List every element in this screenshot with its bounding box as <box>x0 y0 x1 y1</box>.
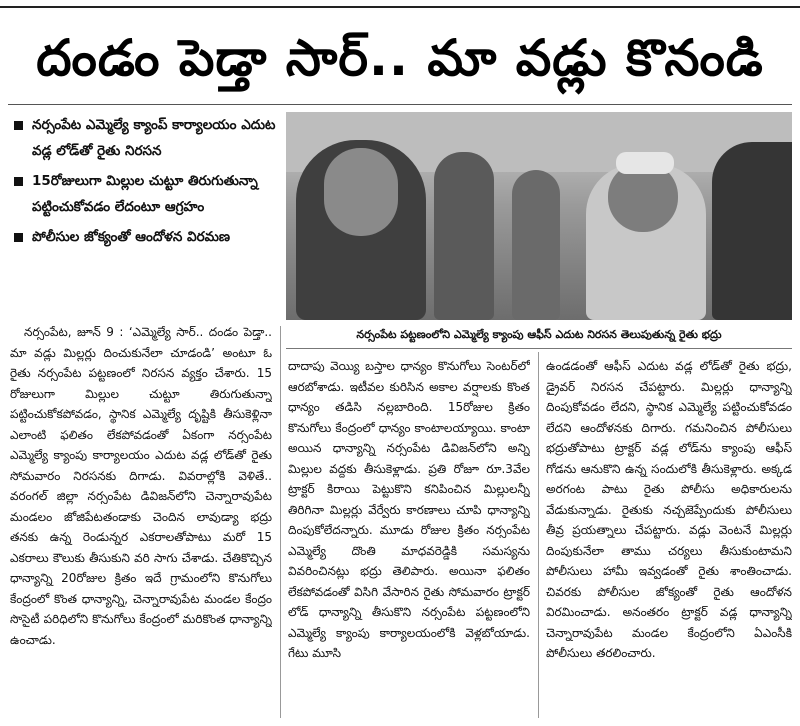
top-rule <box>0 6 800 8</box>
headline-rule <box>8 104 792 105</box>
highlight-item <box>10 168 280 220</box>
column-divider <box>538 352 539 718</box>
article-column-2 <box>288 356 530 718</box>
photo-caption: నర్సంపేట పట్టణంలోని ఎమ్మెల్యే క్యాంపు ఆఫీస్ ఎదుట నిరసన తెలుపుతున్న రైతు భద్రు <box>356 328 722 341</box>
article-column-1 <box>10 322 272 718</box>
bullet-square-icon <box>14 121 23 130</box>
article-paragraph: ఉండడంతో ఆఫీస్ ఎదుట వడ్ల లోడ్‌తో రైతు భద్రు, డ్రైవర్ నిరసన చేపట్టారు. మిల్లర్లు ధాన్యాన్ని దింపుకోవడం లేదని, స్థానిక ఎమ్మెల్యే పట్టించుకోవడం లేదని ఆందోళనకు దిగారు. గమనించిన పోలీసులు భద్రుతోపాటు ట్రాక్టర్ వడ్ల లోడ్‌ను క్యాంపు ఆఫీస్ గోడను ఆనుకొని ఉన్న సందులోకి తీసుకెళ్లారు. అక్కడ అరగంట పాటు రైతు పోలీసు అధికారులను వేడుకున్నాడు. రైతుకు నచ్చజెప్పేందుకు పోలీసులు తీవ్ర ప్రయత్నాలు చేపట్టారు. వడ్లు వెంటనే మిల్లర్లు దింపుకునేలా తాము చర్యలు తీసుకుంటామని పోలీసులు హామీ ఇవ్వడంతో రైతు శాంతించాడు. చివరకు పోలీసుల జోక్యంతో రైతు ఆందోళన విరమించాడు. అనంతరం ట్రాక్టర్ వడ్ల ధాన్యాన్ని చెన్నారావుపేట మండల కేంద్రంలోని ఏఎంసీకి పోలీసులు తరలించారు. <box>546 359 792 660</box>
news-photo <box>286 112 792 320</box>
column-divider <box>280 326 281 718</box>
highlights-list <box>10 112 280 254</box>
highlight-item <box>10 224 280 250</box>
caption-rule <box>286 348 792 349</box>
article-paragraph: దాదాపు వెయ్యి బస్తాల ధాన్యం కొనుగోలు సెంటర్‌లో ఆరబోశాడు. ఇటీవల కురిసిన అకాల వర్షాలకు కొంత ధాన్యం తడిసి నల్లబారింది. 15రోజుల క్రితం కొనుగోలు కేంద్రంలో ధాన్యం కాంటాలయ్యాయి. కాంటా అయిన ధాన్యాన్ని నర్సంపేట డివిజన్‌లోని అన్ని మిల్లుల వద్దకు తీసుకెళ్లాడు. ప్రతి రోజూ రూ.3వేల ట్రాక్టర్ కిరాయి పెట్టుకొని కనిపించిన మిల్లులన్నీ తిరిగినా మిల్లర్లు వేర్వేరు కారణాలు చూపి ధాన్యాన్ని దింపుకోలేదన్నారు. మూడు రోజుల క్రితం నర్సంపేట ఎమ్మెల్యే దొంతి మాధవరెడ్డికి సమస్యను వివరించినట్లు భద్రు తెలిపారు. అయినా ఫలితం లేకపోవడంతో విసిగి వేసారిన రైతు సోమవారం ట్రాక్టర్ లోడ్ ధాన్యాన్ని తీసుకొని నర్సంపేట పట్టణంలోని ఎమ్మెల్యే క్యాంపు కార్యాలయంలోకి వెళ్లబోయాడు. గేటు మూసి <box>288 359 530 660</box>
article-paragraph: నర్సంపేట, జూన్ 9 : ‘ఎమ్మెల్యే సార్.. దండం పెడ్తా.. మా వడ్లు మిల్లర్లు దించుకునేలా చూడండి’ అంటూ ఓ రైతు నర్సంపేట పట్టణంలో నిరసన వ్యక్తం చేశారు. 15 రోజులుగా మిల్లుల చుట్టూ తిరుగుతున్నా పట్టించుకోకపోవడం, స్థానిక ఎమ్మెల్యే దృష్టికి తీసుకెళ్లినా ఎలాంటి ఫలితం లేకపోవడంతో ఏకంగా నర్సంపేట ఎమ్మెల్యే క్యాంపు కార్యాలయం ఎదుట వడ్ల లోడ్‌తో రైతు సోమవారం నిరసనకు దిగాడు. వివరాల్లోకి వెళితే.. వరంగల్ జిల్లా నర్సంపేట డివిజన్‌లోని చెన్నారావుపేట మండలం జోజిపేటతండాకు చెందిన లావుడ్యా భద్రు తనకు ఉన్న రెండున్నర ఎకరాలతోపాటు మరో 15 ఎకరాలు కౌలుకు తీసుకుని వరి సాగు చేశాడు. చేతికొచ్చిన ధాన్యాన్ని 20రోజుల క్రితం ఇదే గ్రామంలోని కొనుగోలు కేంద్రంలో కొంత ధాన్యాన్ని, చెన్నారావుపేట మండల కేంద్రం సొసైటీ పరిధిలోని కొనుగోలు కేంద్రంలో మరికొంత ధాన్యాన్ని ఉంచాడు. <box>10 325 272 647</box>
headline: దండం పెడ్తా సార్.. మా వడ్లు కొనండి <box>36 29 764 87</box>
article-column-3 <box>546 356 792 718</box>
highlight-text: పోలీసుల జోక్యంతో ఆందోళన విరమణ <box>32 229 231 245</box>
bullet-square-icon <box>14 177 23 186</box>
bullet-square-icon <box>14 233 23 242</box>
highlight-text: నర్సంపేట ఎమ్మెల్యే క్యాంప్ కార్యాలయం ఎదుట వడ్ల లోడ్‌తో రైతు నిరసన <box>32 117 276 159</box>
highlight-item <box>10 112 280 164</box>
highlight-text: 15రోజులుగా మిల్లుల చుట్టూ తిరుగుతున్నా పట్టించుకోవడం లేదంటూ ఆగ్రహం <box>32 173 258 215</box>
